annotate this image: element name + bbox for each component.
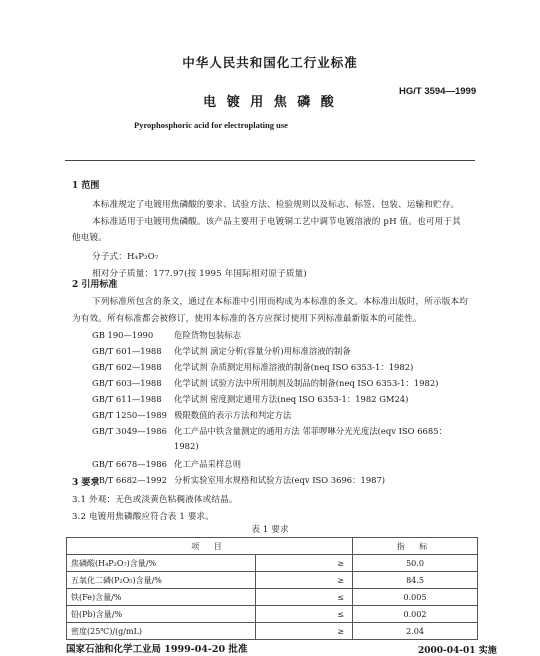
implementation-footer: 2000-04-01 实施 bbox=[418, 646, 497, 656]
table-cell-operator: ≤ bbox=[256, 589, 353, 606]
section-2-intro-2: 为有效。所有标准都会被修订，使用本标准的各方应探讨使用下列标准最新版本的可能性。 bbox=[72, 314, 422, 324]
reference-item bbox=[92, 329, 241, 341]
section-1-heading: 1 范围 bbox=[72, 181, 100, 191]
reference-text: 化学试剂 密度测定通用方法(neq ISO 6353-1：1982 GM24) bbox=[174, 394, 409, 404]
reference-item bbox=[92, 458, 241, 470]
reference-item bbox=[92, 361, 413, 373]
section-1-paragraph-1: 本标准规定了电镀用焦磷酸的要求、试验方法、检验规则以及标志、标签、包装、运输和贮存。 bbox=[92, 200, 460, 210]
table-row bbox=[67, 623, 478, 640]
reference-text: 化学试剂 杂质测定用标准溶液的制备(neq ISO 6353-1：1982) bbox=[174, 362, 414, 372]
section-1-paragraph-2-cont: 他电镀。 bbox=[72, 233, 107, 243]
table-cell-operator: ≥ bbox=[256, 555, 353, 572]
table-cell-operator: ≥ bbox=[256, 572, 353, 589]
standard-number: HG/T 3594—1999 bbox=[399, 86, 477, 97]
molecular-mass: 相对分子质量：177.97(按 1995 年国际相对原子质量) bbox=[92, 269, 307, 279]
reference-text-continuation: 1982) bbox=[174, 441, 199, 451]
reference-text: 极限数值的表示方法和判定方法 bbox=[174, 410, 292, 420]
table-cell-item: 密度(25℃)/(g/mL) bbox=[67, 623, 256, 640]
table-cell-value: 0.005 bbox=[353, 589, 478, 606]
reference-code: GB/T 1250—1989 bbox=[92, 410, 167, 420]
table-cell-value: 2.04 bbox=[353, 623, 478, 640]
reference-text: 化学试剂 滴定分析(容量分析)用标准溶液的制备 bbox=[174, 346, 351, 356]
reference-item bbox=[92, 409, 291, 421]
table-cell-operator: ≥ bbox=[256, 623, 353, 640]
table-cell-operator: ≤ bbox=[256, 606, 353, 623]
reference-text: 化工产品采样总则 bbox=[174, 459, 241, 469]
section-2-intro-1: 下列标准所包含的条文，通过在本标准中引用而构成为本标准的条文。本标准出版时，所示版本均 bbox=[92, 297, 468, 307]
reference-item bbox=[92, 474, 385, 486]
reference-code: GB/T 611—1988 bbox=[92, 394, 162, 404]
molecular-formula: 分子式：H₄P₂O₇ bbox=[92, 252, 159, 262]
reference-code: GB/T 603—1988 bbox=[92, 378, 162, 388]
reference-item bbox=[92, 425, 447, 437]
table-cell-item: 五氧化二磷(P₂O₅)含量/% bbox=[67, 572, 256, 589]
section-2-heading: 2 引用标准 bbox=[72, 280, 118, 290]
reference-item bbox=[92, 377, 438, 389]
requirements-table bbox=[66, 537, 478, 640]
approval-footer: 国家石油和化学工业局 1999-04-20 批准 bbox=[66, 644, 248, 655]
section-1-paragraph-2: 本标准适用于电镀用焦磷酸。该产品主要用于电镀铜工艺中调节电镀溶液的 pH 值。也可用于其 bbox=[92, 217, 461, 227]
reference-code: GB/T 6678—1986 bbox=[92, 459, 167, 469]
table-cell-item: 焦磷酸(H₄P₂O₇)含量/% bbox=[67, 555, 256, 572]
table-cell-value: 84.5 bbox=[353, 572, 478, 589]
table-caption: 表 1 要求 bbox=[251, 525, 289, 535]
table-header-value: 指 标 bbox=[353, 538, 478, 555]
reference-text: 化学试剂 试验方法中所用制剂及制品的制备(neq ISO 6353-1：1982) bbox=[174, 378, 439, 388]
reference-code: GB/T 602—1988 bbox=[92, 362, 162, 372]
reference-code: GB/T 6682—1992 bbox=[92, 475, 167, 485]
table-row bbox=[67, 555, 478, 572]
section-3-heading: 3 要求 bbox=[72, 478, 100, 488]
reference-code: GB/T 3049—1986 bbox=[92, 426, 167, 436]
reference-text: 危险货物包装标志 bbox=[174, 330, 241, 340]
requirement-3-1: 3.1 外观：无色或淡黄色粘稠液体或结晶。 bbox=[72, 495, 238, 505]
document-title-english: Pyrophosphoric acid for electroplating use bbox=[134, 120, 288, 130]
table-row bbox=[67, 572, 478, 589]
table-cell-item: 铁(Fe)含量/% bbox=[67, 589, 256, 606]
reference-code: GB/T 601—1988 bbox=[92, 346, 162, 356]
table-row bbox=[67, 606, 478, 623]
reference-text: 化工产品中铁含量测定的通用方法 邻菲啰啉分光光度法(eqv ISO 6685： bbox=[174, 426, 447, 436]
reference-text: 分析实验室用水规格和试验方法(eqv ISO 3696：1987) bbox=[174, 475, 386, 485]
table-cell-value: 0.002 bbox=[353, 606, 478, 623]
requirement-3-2: 3.2 电镀用焦磷酸应符合表 1 要求。 bbox=[72, 512, 215, 522]
reference-code: GB 190—1990 bbox=[92, 330, 154, 340]
reference-item bbox=[92, 345, 351, 357]
table-cell-item: 铅(Pb)含量/% bbox=[67, 606, 256, 623]
standard-org-header: 中华人民共和国化工行业标准 bbox=[182, 55, 358, 70]
reference-item bbox=[92, 393, 408, 405]
table-row bbox=[67, 589, 478, 606]
table-cell-value: 50.0 bbox=[353, 555, 478, 572]
table-header-row bbox=[67, 538, 478, 555]
header-divider bbox=[65, 160, 475, 161]
document-title: 电 镀 用 焦 磷 酸 bbox=[203, 95, 337, 110]
table-header-item: 项 目 bbox=[67, 538, 353, 555]
